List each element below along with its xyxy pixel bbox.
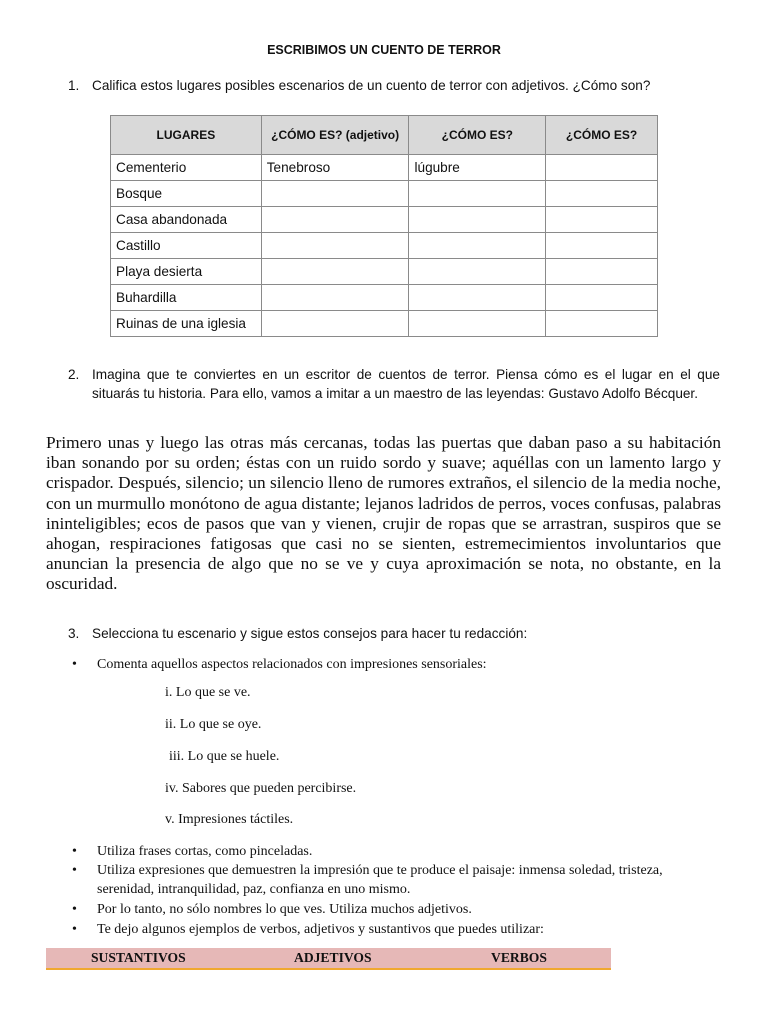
table-cell[interactable]: lúgubre: [409, 155, 546, 181]
question-3-number: 3.: [68, 626, 80, 641]
bullet-text: Te dejo algunos ejemplos de verbos, adjetivos y sustantivos que puedes utilizar:: [97, 922, 544, 937]
header-como-es-3: ¿CÓMO ES?: [546, 116, 658, 155]
table-cell[interactable]: [546, 259, 658, 285]
table-cell[interactable]: [409, 181, 546, 207]
question-1-text: Califica estos lugares posibles escenarios de un cuento de terror con adjetivos. ¿Cómo son?: [92, 78, 651, 93]
table-cell[interactable]: Tenebroso: [261, 155, 409, 181]
table-row: [111, 259, 658, 285]
table-cell: Casa abandonada: [111, 207, 262, 233]
table-cell: Buhardilla: [111, 285, 262, 311]
header-lugares: LUGARES: [111, 116, 262, 155]
table-cell[interactable]: [546, 181, 658, 207]
table-cell: Playa desierta: [111, 259, 262, 285]
table-cell[interactable]: [546, 233, 658, 259]
table-row: [111, 181, 658, 207]
question-3: [68, 625, 720, 644]
page-title: ESCRIBIMOS UN CUENTO DE TERROR: [267, 43, 501, 57]
table-row: [111, 207, 658, 233]
table-cell[interactable]: [546, 155, 658, 181]
sublist-item: iii. Lo que se huele.: [169, 749, 280, 764]
sublist-item: ii. Lo que se oye.: [165, 717, 262, 732]
header-como-es-adjetivo: ¿CÓMO ES? (adjetivo): [261, 116, 409, 155]
becquer-passage: Primero unas y luego las otras más cercanas, todas las puertas que daban paso a su habitación iban sonando por su orden; éstas con un ruido sordo y suave; aquéllas con un lamento largo y crispador. Después, silencio; un silencio lleno de rumores extraños, el silencio de la media noche, con un murmullo monótono de agua distante; lejanos ladridos de perros, voces confusas, palabras ininteligibles; ecos de pasos que van y vienen, crujir de ropas que se arrastran, suspiros que se ahogan, respiraciones fatigosas que casi no se sienten, estremecimientos involuntarios que anuncian la presencia de algo que no se ve y cuya aproximación se nota, no obstante, en la oscuridad.: [46, 433, 721, 594]
table-cell[interactable]: [409, 285, 546, 311]
sublist-item: v. Impresiones táctiles.: [165, 812, 294, 827]
table-cell: Castillo: [111, 233, 262, 259]
table-cell: Ruinas de una iglesia: [111, 311, 262, 337]
table-cell[interactable]: [261, 233, 409, 259]
table-cell[interactable]: [409, 207, 546, 233]
header-sustantivos: SUSTANTIVOS: [91, 950, 186, 965]
question-1: [68, 77, 720, 96]
bullet-text: Utiliza expresiones que demuestren la impresión que te produce el paisaje: inmensa soledad, tristeza, serenidad, intranquilidad, paz, confianza en uno mismo.: [97, 863, 663, 897]
table-cell[interactable]: [546, 285, 658, 311]
table-cell[interactable]: [261, 285, 409, 311]
bullet-icon: •: [72, 657, 77, 672]
table-row: [111, 311, 658, 337]
table-cell: Cementerio: [111, 155, 262, 181]
list-item: [72, 861, 722, 899]
table-row: [111, 233, 658, 259]
table-cell[interactable]: [261, 207, 409, 233]
header-adjetivos: ADJETIVOS: [294, 950, 372, 965]
question-2-number: 2.: [68, 367, 80, 382]
table-cell[interactable]: [261, 259, 409, 285]
question-2-text: Imagina que te conviertes en un escritor de cuentos de terror. Piensa cómo es el lugar en el que situarás tu historia. Para ello, vamos a imitar a un maestro de las leyendas: Gustavo Adolfo Bécquer.: [92, 367, 720, 401]
bullet-icon: •: [72, 863, 77, 878]
header-como-es-2: ¿CÓMO ES?: [409, 116, 546, 155]
bullet-icon: •: [72, 902, 77, 917]
word-table-header: [46, 948, 611, 970]
question-3-text: Selecciona tu escenario y sigue estos consejos para hacer tu redacción:: [92, 626, 528, 641]
table-row: [111, 155, 658, 181]
bullet-icon: •: [72, 922, 77, 937]
table-header-row: [111, 116, 658, 155]
list-item: [72, 842, 722, 861]
bullet-text: Utiliza frases cortas, como pinceladas.: [97, 844, 313, 859]
table-cell[interactable]: [546, 311, 658, 337]
table-cell[interactable]: [261, 181, 409, 207]
bullet-text: Por lo tanto, no sólo nombres lo que ves. Utiliza muchos adjetivos.: [97, 902, 472, 917]
question-2: [68, 366, 720, 403]
table-cell[interactable]: [261, 311, 409, 337]
table-row: [111, 285, 658, 311]
question-1-number: 1.: [68, 78, 80, 93]
sublist-item: iv. Sabores que pueden percibirse.: [165, 781, 357, 796]
table-cell[interactable]: [409, 311, 546, 337]
bullet-icon: •: [72, 844, 77, 859]
table-cell[interactable]: [409, 233, 546, 259]
list-item: [72, 655, 722, 674]
sublist-item: i. Lo que se ve.: [165, 685, 251, 700]
places-table: [110, 115, 658, 337]
bullet-text: Comenta aquellos aspectos relacionados con impresiones sensoriales:: [97, 657, 487, 672]
table-cell: Bosque: [111, 181, 262, 207]
table-cell[interactable]: [409, 259, 546, 285]
table-cell[interactable]: [546, 207, 658, 233]
header-verbos: VERBOS: [491, 950, 547, 965]
list-item: [72, 900, 722, 919]
list-item: [72, 920, 722, 939]
